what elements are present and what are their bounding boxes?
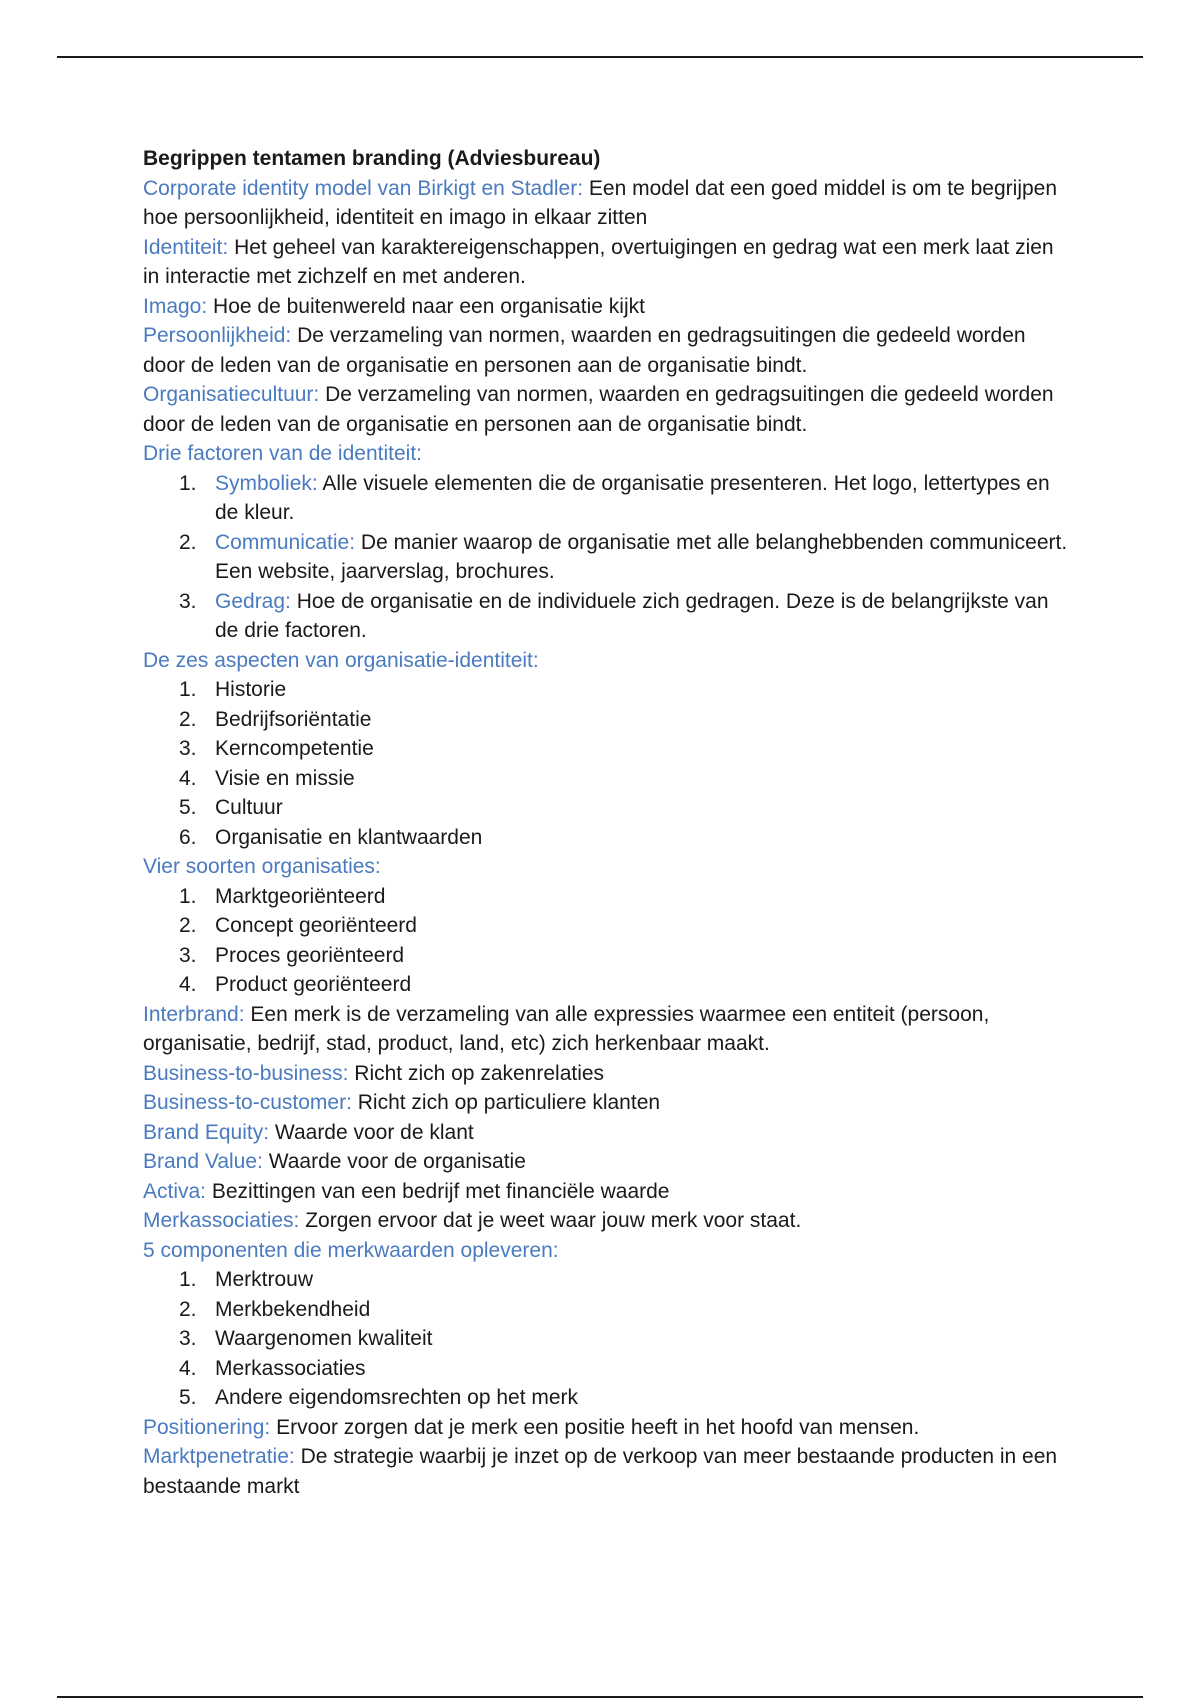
list-item — [143, 1295, 1073, 1325]
list-item-term: Symboliek: — [215, 471, 318, 495]
definition-text: De verzameling van normen, waarden en gedragsuitingen die gedeeld worden door de leden van de organisatie en personen aan de organisatie bindt. — [143, 324, 1026, 377]
list-item-text: Historie — [215, 678, 287, 701]
orgtypes-heading: Vier soorten organisaties: — [143, 855, 381, 878]
factors-list — [143, 469, 1073, 646]
list-item — [143, 1383, 1073, 1413]
definition-text: Zorgen ervoor dat je weet waar jouw merk voor staat. — [299, 1209, 802, 1232]
list-number: 5. — [179, 1386, 197, 1409]
definition-paragraph — [143, 292, 1073, 322]
definition-paragraph — [143, 174, 1073, 233]
list-item-text: Merkbekendheid — [215, 1297, 371, 1321]
list-item — [143, 587, 1073, 646]
list-item-text: Product georiënteerd — [215, 973, 412, 996]
definition-paragraph — [143, 1000, 1073, 1059]
list-item — [143, 528, 1073, 587]
definition-text: Waarde voor de klant — [269, 1120, 474, 1144]
list-item — [143, 469, 1073, 528]
list-number: 2. — [179, 1297, 197, 1321]
definition-paragraph — [143, 1177, 1073, 1207]
list-item-text: Visie en missie — [215, 766, 355, 790]
definition-paragraph — [143, 1118, 1073, 1148]
definition-paragraph — [143, 1059, 1073, 1089]
list-number: 3. — [179, 737, 197, 760]
definitions-group-3 — [143, 1413, 1073, 1502]
definition-paragraph — [143, 1442, 1073, 1501]
definition-text: Hoe de buitenwereld naar een organisatie kijkt — [207, 294, 645, 318]
definition-term: Persoonlijkheid: — [143, 324, 292, 347]
list-number: 5. — [179, 796, 197, 819]
list-item — [143, 705, 1073, 735]
list-item-text: Waargenomen kwaliteit — [215, 1327, 433, 1350]
definition-paragraph — [143, 1206, 1073, 1236]
list-item-text: Andere eigendomsrechten op het merk — [215, 1386, 579, 1409]
list-item-text: Proces georiënteerd — [215, 943, 405, 967]
definition-paragraph — [143, 1413, 1073, 1443]
list-item — [143, 675, 1073, 705]
definition-paragraph — [143, 1088, 1073, 1118]
definition-term: Interbrand: — [143, 1002, 245, 1026]
list-number: 2. — [179, 530, 197, 554]
list-item — [143, 1354, 1073, 1384]
definition-term: Positionering: — [143, 1415, 271, 1439]
definitions-group-1 — [143, 174, 1073, 440]
document-body — [143, 144, 1073, 1501]
aspects-heading: De zes aspecten van organisatie-identiteit: — [143, 648, 539, 672]
definition-paragraph — [143, 380, 1073, 439]
list-number: 1. — [179, 471, 197, 495]
list-number: 1. — [179, 1268, 197, 1291]
definition-term: Corporate identity model van Birkigt en Stadler: — [143, 176, 584, 200]
definition-term: Identiteit: — [143, 235, 229, 259]
list-item — [143, 911, 1073, 941]
definition-text: De verzameling van normen, waarden en gedragsuitingen die gedeeld worden door de leden van de organisatie en personen aan de organisatie bindt. — [143, 383, 1054, 436]
list-item-term: Gedrag: — [215, 589, 291, 613]
definition-term: Merkassociaties: — [143, 1209, 300, 1232]
header-rule — [57, 56, 1143, 58]
list-number: 3. — [179, 943, 197, 967]
list-item-text: Bedrijfsoriëntatie — [215, 707, 372, 731]
list-number: 2. — [179, 914, 197, 937]
components-list — [143, 1265, 1073, 1413]
list-item — [143, 823, 1073, 853]
definitions-group-2 — [143, 1000, 1073, 1236]
definition-term: Business-to-business: — [143, 1061, 349, 1085]
components-heading: 5 componenten die merkwaarden opleveren: — [143, 1238, 559, 1262]
definition-text: Richt zich op particuliere klanten — [351, 1091, 661, 1114]
list-number: 1. — [179, 678, 197, 701]
list-item-text: Hoe de organisatie en de individuele zich gedragen. Deze is de belangrijkste van de drie factoren. — [215, 589, 1049, 642]
list-item — [143, 734, 1073, 764]
definition-text: Ervoor zorgen dat je merk een positie heeft in het hoofd van mensen. — [270, 1415, 920, 1439]
document-title: Begrippen tentamen branding (Adviesbureau) — [143, 147, 601, 170]
definition-term: Activa: — [143, 1179, 207, 1203]
list-number: 4. — [179, 1356, 197, 1380]
list-item — [143, 1265, 1073, 1295]
list-item-text: Merktrouw — [215, 1268, 314, 1291]
definition-term: Brand Value: — [143, 1150, 263, 1173]
definition-term: Brand Equity: — [143, 1120, 270, 1144]
list-item-text: Organisatie en klantwaarden — [215, 825, 483, 849]
list-item — [143, 793, 1073, 823]
list-item — [143, 970, 1073, 1000]
list-item-text: De manier waarop de organisatie met alle belanghebbenden communiceert. Een website, jaarverslag, brochures. — [215, 530, 1068, 583]
aspects-list — [143, 675, 1073, 852]
list-number: 3. — [179, 1327, 197, 1350]
list-item-text: Concept georiënteerd — [215, 914, 417, 937]
list-item-text: Cultuur — [215, 796, 283, 819]
definition-text: De strategie waarbij je inzet op de verkoop van meer bestaande producten in een bestaande markt — [143, 1445, 1058, 1498]
list-item-text: Marktgeoriënteerd — [215, 884, 386, 908]
list-number: 4. — [179, 766, 197, 790]
definition-text: Een merk is de verzameling van alle expressies waarmee een entiteit (persoon, organisatie, bedrijf, stad, product, land, etc) zich herkenbaar maakt. — [143, 1002, 990, 1055]
footer-rule — [57, 1696, 1143, 1698]
list-number: 2. — [179, 707, 197, 731]
definition-text: Bezittingen van een bedrijf met financiële waarde — [206, 1179, 670, 1203]
definition-term: Imago: — [143, 294, 208, 318]
definition-text: Het geheel van karaktereigenschappen, overtuigingen en gedrag wat een merk laat zien in interactie met zichzelf en met anderen. — [143, 235, 1054, 288]
list-number: 3. — [179, 589, 197, 613]
definition-term: Business-to-customer: — [143, 1091, 352, 1114]
definition-term: Marktpenetratie: — [143, 1445, 295, 1468]
list-item-term: Communicatie: — [215, 530, 356, 554]
list-item-text: Kerncompetentie — [215, 737, 374, 760]
list-item — [143, 882, 1073, 912]
definition-text: Richt zich op zakenrelaties — [348, 1061, 605, 1085]
list-item — [143, 941, 1073, 971]
definition-text: Waarde voor de organisatie — [262, 1150, 526, 1173]
definition-term: Organisatiecultuur: — [143, 383, 320, 406]
list-item-text: Merkassociaties — [215, 1356, 366, 1380]
list-item-text: Alle visuele elementen die de organisatie presenteren. Het logo, lettertypes en de kleur. — [215, 471, 1050, 524]
definition-paragraph — [143, 321, 1073, 380]
list-number: 1. — [179, 884, 197, 908]
list-number: 4. — [179, 973, 197, 996]
list-number: 6. — [179, 825, 197, 849]
orgtypes-list — [143, 882, 1073, 1000]
definition-text: Een model dat een goed middel is om te begrijpen hoe persoonlijkheid, identiteit en imago in elkaar zitten — [143, 176, 1058, 229]
list-item — [143, 764, 1073, 794]
definition-paragraph — [143, 1147, 1073, 1177]
definition-paragraph — [143, 233, 1073, 292]
factors-heading: Drie factoren van de identiteit: — [143, 442, 422, 465]
list-item — [143, 1324, 1073, 1354]
